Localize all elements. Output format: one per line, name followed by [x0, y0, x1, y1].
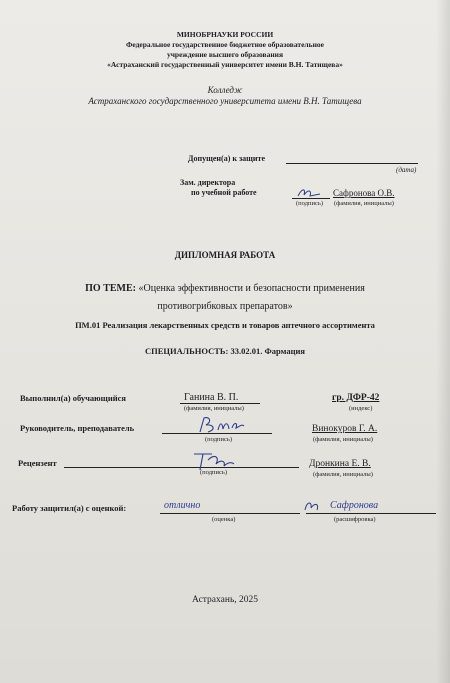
deputy-title-line-2: по учебной работе — [191, 188, 257, 197]
grade-initials-signature-icon — [302, 498, 324, 514]
grade-decoding-caption: (расшифровка) — [334, 516, 376, 523]
module-line: ПМ.01 Реализация лекарственных средств и товаров аптечного ассортимента — [75, 320, 375, 330]
supervisor-label: Руководитель, преподаватель — [20, 423, 135, 433]
grade-decoding-value: Сафронова — [330, 500, 379, 511]
college-line-1: Колледж — [207, 85, 243, 95]
supervisor-sign-caption: (подпись) — [205, 436, 232, 443]
supervisor-signature-icon — [196, 414, 248, 436]
college-line-2: Астраханского государственного университета имени В.Н. Татищева — [88, 96, 362, 106]
deputy-title-line-1: Зам. директора — [180, 178, 236, 187]
reviewer-name-caption: (фамилия, инициалы) — [313, 471, 373, 478]
grade-label: Работу защитил(а) с оценкой: — [12, 503, 127, 513]
institution-line-2: учреждение высшего образования — [166, 50, 284, 59]
reviewer-label: Рецензент — [18, 458, 57, 468]
specialty-line: СПЕЦИАЛЬНОСТЬ: 33.02.01. Фармация — [145, 346, 305, 356]
student-label: Выполнил(а) обучающийся — [20, 393, 127, 403]
deputy-name-caption: (фамилия, инициалы) — [334, 200, 394, 207]
university-name: «Астраханский государственный университет имени В.Н. Татищева» — [107, 60, 343, 69]
grade-value-caption: (оценка) — [212, 516, 236, 523]
deputy-name: Сафронова О.В. — [333, 188, 395, 198]
deputy-signature-icon — [296, 186, 326, 200]
admission-date-line — [286, 163, 418, 164]
topic-line-1 — [0, 283, 450, 294]
group-index: гр. ДФР-42 — [332, 393, 380, 403]
admission-label: Допущен(а) к защите — [188, 154, 266, 163]
topic-line-2: противогрибковых препаратов» — [157, 301, 293, 312]
document-type: ДИПЛОМНАЯ РАБОТА — [174, 250, 276, 260]
student-name-caption: (фамилия, инициалы) — [184, 405, 244, 412]
institution-line-1: Федеральное государственное бюджетное образовательное — [125, 40, 325, 49]
student-name: Ганина В. П. — [184, 392, 239, 403]
reviewer-name: Дронкина Е. В. — [309, 459, 371, 469]
supervisor-name-caption: (фамилия, инициалы) — [313, 436, 373, 443]
student-name-line — [180, 403, 260, 404]
grade-value-line — [160, 513, 300, 514]
city-year: Астрахань, 2025 — [191, 595, 259, 605]
group-caption: (индекс) — [349, 405, 373, 412]
admission-date-caption: (дата) — [396, 166, 417, 174]
deputy-sign-caption: (подпись) — [296, 200, 323, 207]
supervisor-name: Винокуров Г. А. — [312, 424, 378, 434]
topic-label: ПО ТЕМЕ: — [85, 283, 136, 294]
topic-text-1: «Оценка эффективности и безопасности применения — [138, 283, 365, 294]
reviewer-sign-line — [64, 467, 299, 468]
grade-decoding-line — [306, 513, 436, 514]
grade-value: отлично — [164, 500, 201, 511]
reviewer-sign-caption: (подпись) — [200, 469, 227, 476]
ministry-line: МИНОБРНАУКИ РОССИИ — [176, 30, 274, 39]
